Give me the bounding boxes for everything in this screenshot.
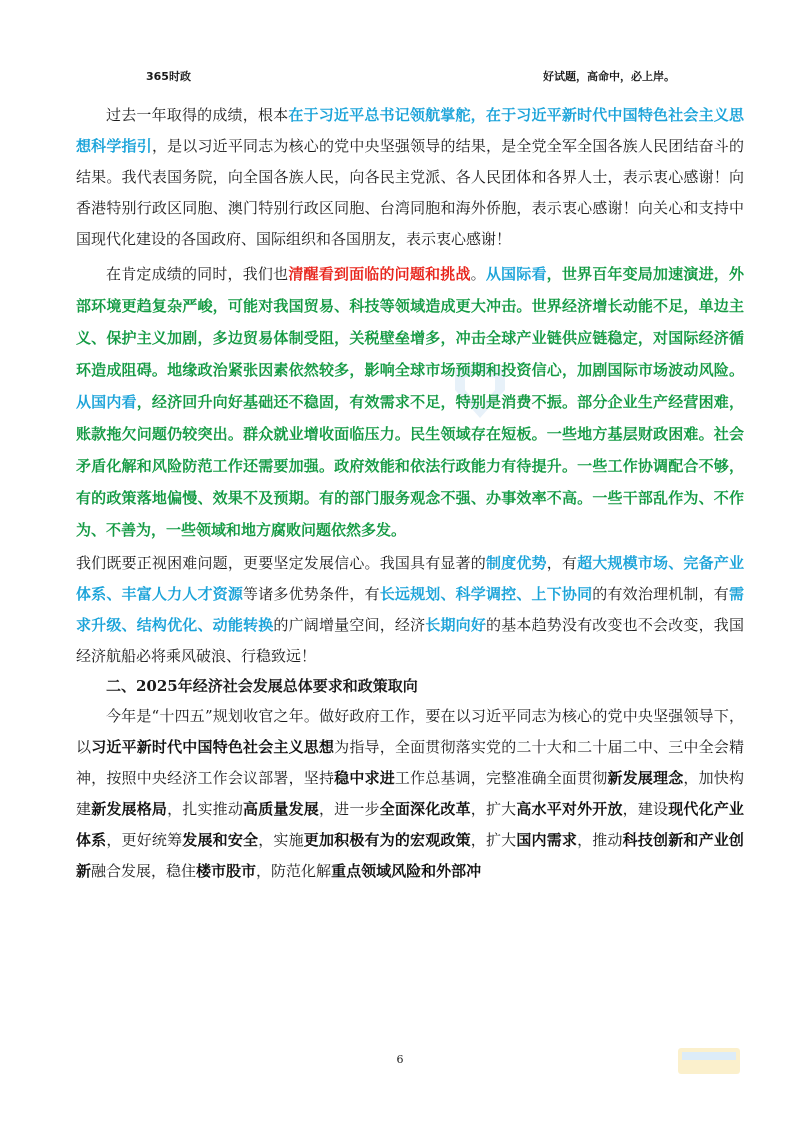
text-run: ，是以习近平同志为核心的党中央坚强领导的结果，是全党全军全国各族人民团结奋斗的结果。我代表国务院，向全国各族人民，向各民主党派、各人民团体和各界人士，表示衷心感谢！向香港特别行政区同胞、澳门特别行政区同胞、台湾同胞和海外侨胞，表示衷心感谢！向关心和支持中国现代化建设的各国政府、国际组织和各国朋友，表示衷心感谢！ xyxy=(76,137,744,248)
text-run: ，扩大 xyxy=(470,831,517,849)
document-body xyxy=(76,100,744,887)
text-run: ，推动 xyxy=(577,831,623,849)
highlight-text: ，经济回升向好基础还不稳固，有效需求不足，特别是消费不振。部分企业生产经营困难，账款拖欠问题仍较突出。群众就业增收面临压力。民生领域存在短板。一些地方基层财政困难。社会矛盾化解和风险防范工作还需要加强。政府效能和依法行政能力有待提升。一些工作协调配合不够，有的政策落地偏慢、效果不及预期。有的部门服务观念不强、办事效率不高。一些干部乱作为、不作为、不善为，一些领域和地方腐败问题依然多发。 xyxy=(76,393,744,539)
text-run: ，更好统筹 xyxy=(106,831,183,849)
text-run: 过去一年取得的成绩，根本 xyxy=(106,106,289,124)
text-run: ，扩大 xyxy=(470,800,517,818)
bold-text: 更加积极有为的宏观政策 xyxy=(303,831,471,849)
header-left-logo-text: 365时政 xyxy=(146,70,191,83)
text-run: 等诸多优势条件，有 xyxy=(243,585,380,603)
section-heading: 二、2025年经济社会发展总体要求和政策取向 xyxy=(106,677,418,695)
text-run: 工作总基调，完整准确全面贯彻 xyxy=(394,769,608,787)
text-run: ，加快构建 xyxy=(76,769,744,818)
highlight-text: 制度优势 xyxy=(486,554,547,572)
text-run: 的有效治理机制，有 xyxy=(592,585,729,603)
bold-text: 高水平对外开放 xyxy=(516,800,623,818)
text-run: 的广阔增量空间，经济 xyxy=(273,616,426,634)
text-run: ，有 xyxy=(546,554,578,572)
highlight-text: 长期向好 xyxy=(425,616,487,634)
text-run: 的基本趋势没有改变也不会改变，我国经济航船必将乘风破浪、行稳致远！ xyxy=(76,616,744,665)
text-run: 为指导，全面贯彻落实党的二十大和二十届二中、三中全会精神，按照中央经济工作会议部署，坚持 xyxy=(76,738,744,787)
text-run: 今年是“十四五”规划收官之年。做好政府工作，要在以习近平同志为核心的党中央坚强领导下，以 xyxy=(76,707,744,756)
text-run: 融合发展，稳住 xyxy=(91,862,197,880)
text-run: 。 xyxy=(470,265,486,283)
paragraph-achievements xyxy=(76,100,744,255)
text-run: ，建设 xyxy=(622,800,669,818)
text-run: ，实施 xyxy=(258,831,304,849)
bold-text: 楼市股市 xyxy=(196,862,257,880)
bold-text: 重点领域风险和外部冲 xyxy=(331,862,482,880)
highlight-text: 从国际看 xyxy=(485,265,547,283)
text-run: 我们既要正视困难问题，更要坚定发展信心。我国具有显著的 xyxy=(76,554,486,572)
bold-text: 高质量发展 xyxy=(243,800,319,818)
text-run: ，进一步 xyxy=(318,800,380,818)
text-run: ，扎实推动 xyxy=(167,800,244,818)
highlight-text: 在于习近平总书记领航掌舵，在于习近平新时代中国特色社会主义思想科学指引 xyxy=(76,106,744,155)
bold-text: 习近平新时代中国特色社会主义思想 xyxy=(91,738,335,756)
bold-text: 现代化产业体系 xyxy=(76,800,744,849)
text-run: ，防范化解 xyxy=(256,862,332,880)
highlight-text: 清醒看到面临的问题和挑战 xyxy=(288,265,471,283)
bold-text: 新发展格局 xyxy=(91,800,168,818)
header-right-slogan: 好试题，高命中，必上岸。 xyxy=(543,70,675,83)
page-number: 6 xyxy=(396,1053,404,1066)
paragraph-challenges xyxy=(76,258,744,546)
bold-text: 全面深化改革 xyxy=(379,800,471,818)
bold-text: 国内需求 xyxy=(516,831,578,849)
bold-text: 科技创新和产业创新 xyxy=(76,831,744,880)
corner-logo-icon xyxy=(676,1046,742,1076)
highlight-text: ，世界百年变局加速演进，外部环境更趋复杂严峻，可能对我国贸易、科技等领域造成更大冲击。世界经济增长动能不足，单边主义、保护主义加剧，多边贸易体制受阻，关税壁垒增多，冲击全球产业链供应链稳定，对国际经济循环造成阻碍。地缘政治紧张因素依然较多，影响全球市场预期和投资信心，加剧国际市场波动风险。 xyxy=(76,265,744,379)
bold-text: 稳中求进 xyxy=(334,769,395,787)
highlight-text: 需求升级、结构优化、动能转换 xyxy=(76,585,744,634)
text-run: 在肯定成绩的同时，我们也 xyxy=(106,265,289,283)
bold-text: 新发展理念 xyxy=(607,769,684,787)
bold-text: 发展和安全 xyxy=(182,831,259,849)
paragraph-confidence xyxy=(76,548,744,672)
highlight-text: 长远规划、科学调控、上下协同 xyxy=(379,585,593,603)
highlight-text: 超大规模市场、完备产业体系、丰富人力人才资源 xyxy=(76,554,744,603)
highlight-text: 从国内看 xyxy=(76,393,137,411)
paragraph-requirements xyxy=(76,701,744,887)
